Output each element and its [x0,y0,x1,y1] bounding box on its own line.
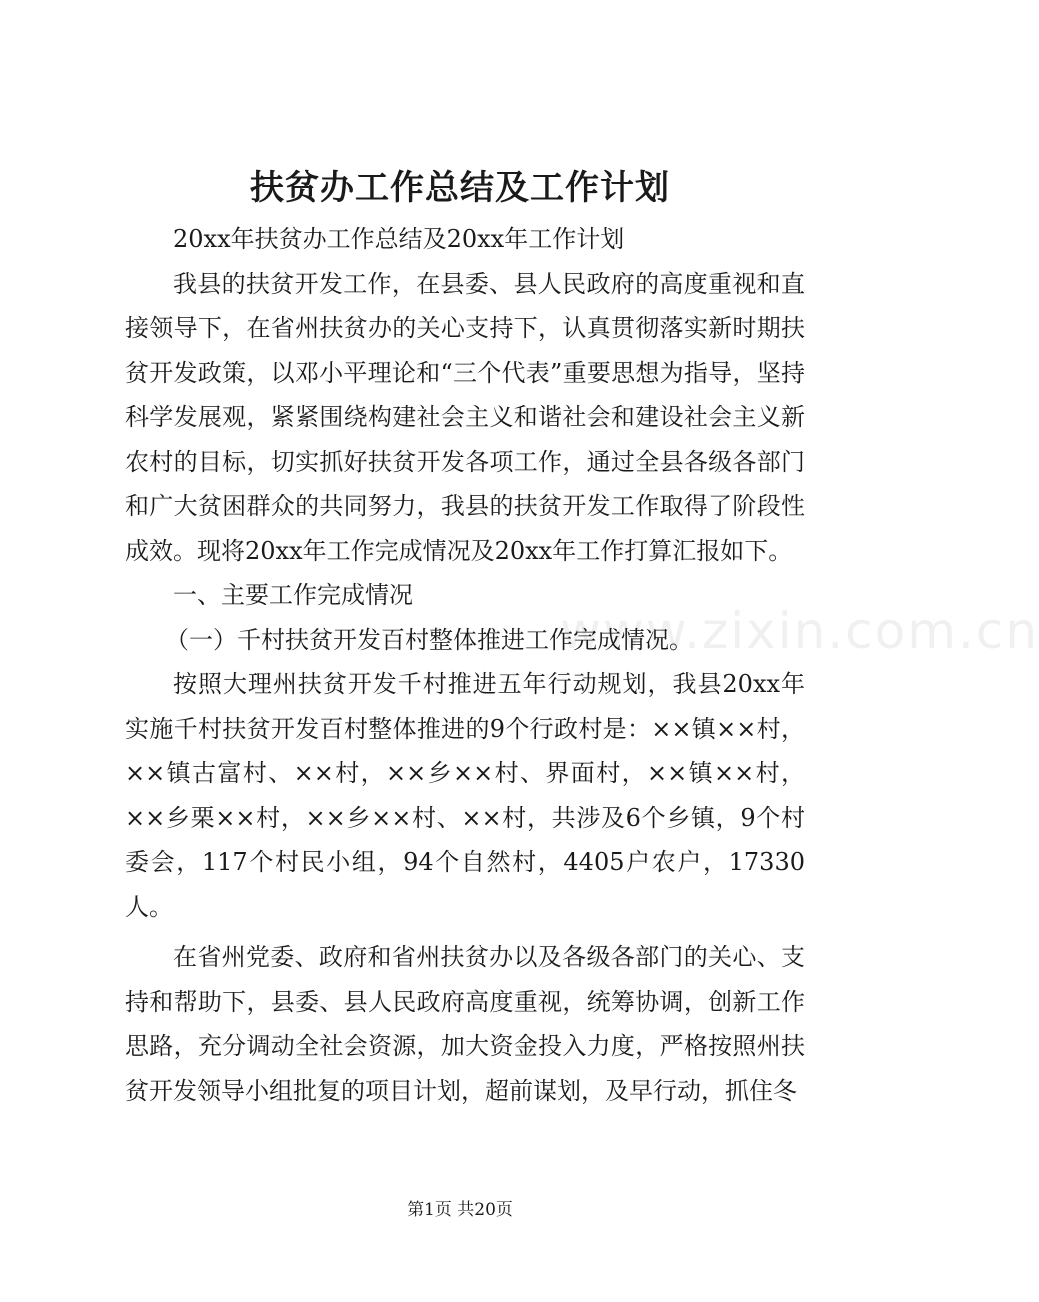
document-body [125,217,805,1113]
section-heading: 一、主要工作完成情况 [173,581,413,609]
document-title: 扶贫办工作总结及工作计划 [250,168,670,208]
paragraph-intro: 我县的扶贫开发工作，在县委、县人民政府的高度重视和直接领导下，在省州扶贫办的关心支持下，认真贯彻落实新时期扶贫开发政策，以邓小平理论和“三个代表”重要思想为指导，坚持科学发展观，紧紧围绕构建社会主义和谐社会和建设社会主义新农村的目标，切实抓好扶贫开发各项工作，通过全县各级各部门和广大贫困群众的共同努力，我县的扶贫开发工作取得了阶段性成效。现将20xx年工作完成情况及20xx年工作打算汇报如下。 [125,269,805,565]
paragraph-village-plan: 按照大理州扶贫开发千村推进五年行动规划，我县20xx年实施千村扶贫开发百村整体推进的9个行政村是：××镇××村，××镇古富村、××村，××乡××村、界面村，××镇××村，××乡栗××村，××乡××村、××村，共涉及6个乡镇，9个村委会，117个村民小组，94个自然村，4405户农户，17330人。 [125,670,805,921]
page-footer: 第1页 共20页 [407,1200,513,1220]
watermark: www.zixin.com.cn [560,602,1039,660]
subsection-heading: （一）千村扶贫开发百村整体推进工作完成情况。 [165,625,693,654]
document-subtitle: 20xx年扶贫办工作总结及20xx年工作计划 [173,225,625,253]
paragraph-support: 在省州党委、政府和省州扶贫办以及各级各部门的关心、支持和帮助下，县委、县人民政府高度重视，统筹协调，创新工作思路，充分调动全社会资源，加大资金投入力度，严格按照州扶贫开发领导小组批复的项目计划，超前谋划，及早行动，抓住冬 [125,943,805,1105]
